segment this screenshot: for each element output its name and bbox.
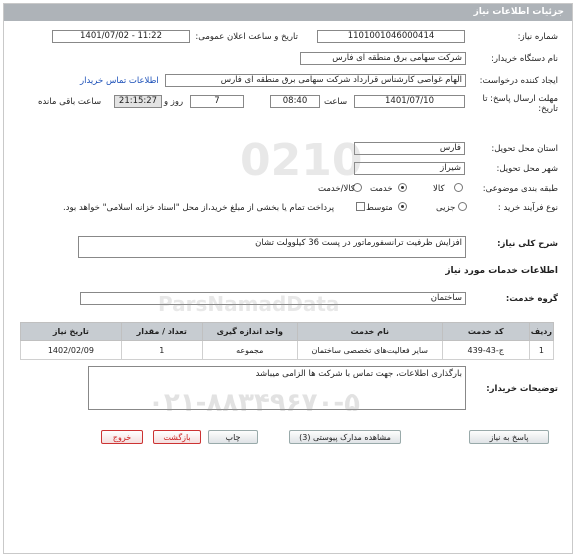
- col-header-row-num: ردیف: [529, 323, 553, 341]
- category-goods-radio[interactable]: [454, 183, 463, 192]
- table-header-row: [21, 323, 554, 341]
- creator-label: ایجاد کننده درخواست:: [479, 76, 558, 86]
- deadline-label: مهلت ارسال پاسخ: تا تاریخ:: [482, 94, 558, 114]
- col-header-quantity: تعداد / مقدار: [121, 323, 202, 341]
- province-label: استان محل تحویل:: [491, 144, 558, 154]
- col-header-unit: واحد اندازه گیری: [202, 323, 297, 341]
- need-number-label: شماره نیاز:: [517, 32, 558, 42]
- category-both-label: کالا/خدمت: [318, 184, 355, 194]
- buyer-field: شرکت سهامی برق منطقه ای فارس: [300, 52, 466, 65]
- print-button[interactable]: چاپ: [208, 430, 258, 444]
- cell-quantity: 1: [121, 341, 202, 360]
- back-button[interactable]: بازگشت: [153, 430, 201, 444]
- deadline-time-field: 08:40: [270, 95, 320, 108]
- window-title: جزئیات اطلاعات نیاز: [473, 7, 564, 17]
- province-field: فارس: [354, 142, 465, 155]
- city-label: شهر محل تحویل:: [496, 164, 558, 174]
- buyer-label: نام دستگاه خریدار:: [491, 54, 558, 64]
- city-field: شیراز: [354, 162, 465, 175]
- buyer-contact-link[interactable]: اطلاعات تماس خریدار: [80, 76, 159, 86]
- cell-need-date: 1402/02/09: [21, 341, 122, 360]
- exit-button[interactable]: خروج: [101, 430, 143, 444]
- col-header-need-date: تاریخ نیاز: [21, 323, 122, 341]
- category-label: طبقه بندی موضوعی:: [482, 184, 558, 194]
- need-number-field: 1101001046000414: [317, 30, 465, 43]
- category-service-radio[interactable]: [398, 183, 407, 192]
- payment-note: پرداخت تمام یا بخشی از مبلغ خرید،از محل "اسناد خزانه اسلامی" خواهد بود.: [63, 203, 335, 213]
- summary-field: افزایش ظرفیت ترانسفورماتور در پست 36 کیلوولت تشان: [78, 236, 466, 258]
- days-label: روز و: [164, 97, 184, 107]
- category-goods-label: کالا: [433, 184, 445, 194]
- reply-button[interactable]: پاسخ به نیاز: [469, 430, 549, 444]
- deadline-date-field: 1401/07/10: [354, 95, 465, 108]
- watermark-digits: 0210: [240, 135, 363, 186]
- cell-row-num: 1: [529, 341, 553, 360]
- notes-field: بارگذاری اطلاعات، جهت تماس با شرکت ها الزامی میباشد: [88, 366, 466, 410]
- process-minor-label: جزیی: [436, 203, 456, 213]
- service-group-label: گروه خدمت:: [505, 294, 558, 304]
- col-header-service-code: کد خدمت: [442, 323, 529, 341]
- table-row[interactable]: [21, 341, 554, 360]
- window-titlebar: [4, 4, 572, 21]
- payment-checkbox[interactable]: [356, 202, 365, 211]
- remaining-time-field: 21:15:27: [114, 95, 162, 108]
- announce-field: 1401/07/02 - 11:22: [52, 30, 190, 43]
- cell-service-name: سایر فعالیت‌های تخصصی ساختمان: [297, 341, 442, 360]
- creator-field: الهام غواصی کارشناس قرارداد شرکت سهامی برق منطقه ای فارس: [165, 74, 466, 87]
- notes-label: توضیحات خریدار:: [486, 384, 558, 394]
- attachments-button[interactable]: مشاهده مدارک پیوستی (3): [289, 430, 401, 444]
- deadline-time-label: ساعت: [324, 97, 348, 107]
- watermark-phone: ۰۲۱-۸۸۳۴۹۶۷۰-۵: [148, 388, 361, 418]
- service-group-field: ساختمان: [80, 292, 466, 305]
- services-table: [20, 322, 554, 360]
- announce-label: تاریخ و ساعت اعلان عمومی:: [195, 32, 298, 42]
- process-medium-radio[interactable]: [398, 202, 407, 211]
- category-service-label: خدمت: [370, 184, 393, 194]
- remaining-label: ساعت باقی مانده: [38, 97, 102, 107]
- process-label: نوع فرآیند خرید :: [497, 203, 558, 213]
- process-minor-radio[interactable]: [458, 202, 467, 211]
- process-medium-label: متوسط: [366, 203, 393, 213]
- cell-service-code: ج-43-439: [442, 341, 529, 360]
- watermark-brand: ParsNamadData: [158, 292, 340, 316]
- days-field: 7: [190, 95, 244, 108]
- services-section-title: اطلاعات خدمات مورد نیاز: [445, 266, 558, 276]
- cell-unit: مجموعه: [202, 341, 297, 360]
- col-header-service-name: نام خدمت: [297, 323, 442, 341]
- summary-label: شرح کلی نیاز:: [497, 239, 558, 249]
